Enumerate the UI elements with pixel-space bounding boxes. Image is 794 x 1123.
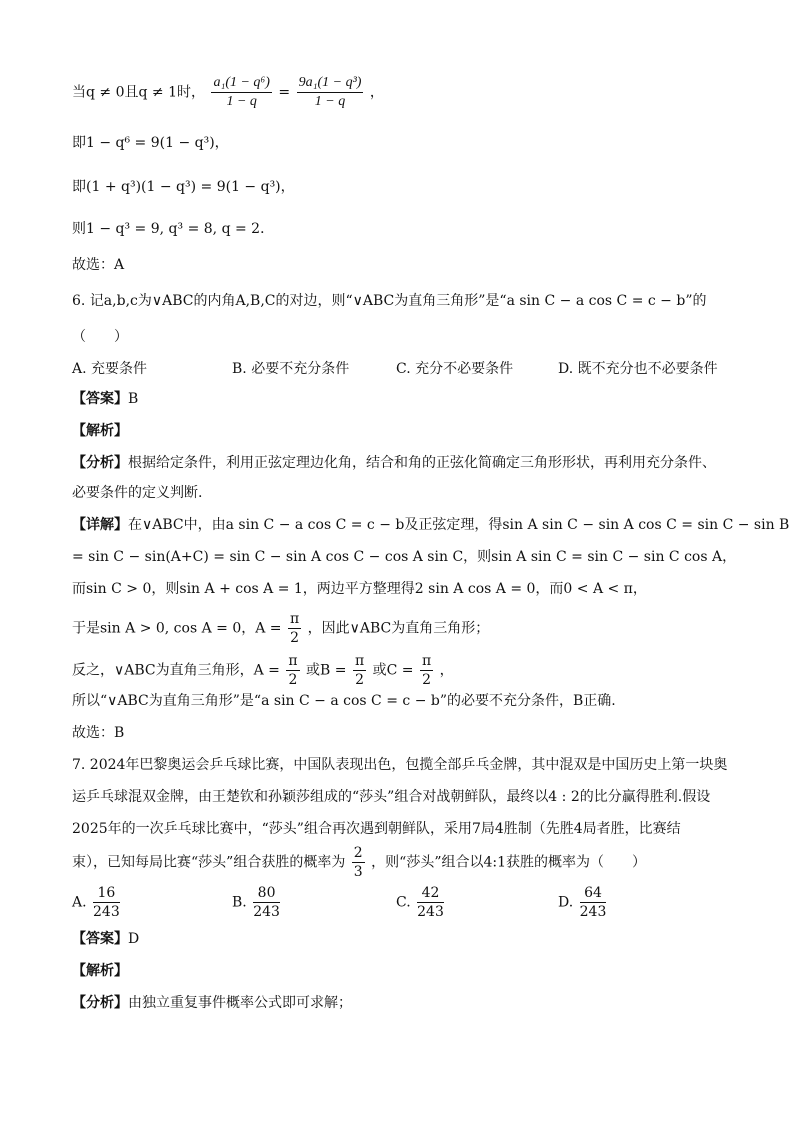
fraction-pi-over-2: $\frac{\pi}{2}$: [354, 653, 365, 688]
detail-line: = sin C − sin(A+C) = sin C − sin A cos C − cos A sin C，则sin A sin C = sin C − sin C cos A，: [72, 549, 737, 565]
analysis-label: 【解析】: [72, 423, 128, 439]
question-7-stem: 7. 2024年巴黎奥运会乒乓球比赛，中国队表现出色，包揽全部乒乓金牌，其中混双是中国历史上第一块奥: [72, 757, 728, 773]
analysis-line: 【分析】由独立重复事件概率公式即可求解；: [72, 995, 352, 1011]
answer-line: 【答案】B: [72, 391, 139, 407]
detail-line: 所以“∨ABC为直角三角形”是“a sin C − a cos C = c − b”的必要不充分条件，B正确.: [72, 693, 616, 709]
fraction-two-thirds: $\frac{2}{3}$: [353, 845, 363, 880]
condition-text: 当q ≠ 0且q ≠ 1时，: [72, 84, 205, 101]
option-b: B. 必要不充分条件: [232, 361, 350, 377]
question-7-stem: 束），已知每局比赛“莎头”组合获胜的概率为 $\frac{2}{3}$ ，则“莎头”组合以4:1获胜的概率为（ ）: [72, 845, 647, 880]
analysis-line: 必要条件的定义判断.: [72, 485, 203, 501]
option-d: D. 既不充分也不必要条件: [558, 361, 718, 377]
fraction-pi-over-2: $\frac{\pi}{2}$: [288, 653, 298, 688]
detail-line: 【详解】在∨ABC中，由a sin C − a cos C = c − b及正弦定理，得sin A sin C − sin A cos C = sin C − sin B: [72, 517, 790, 533]
detail-line: 而sin C > 0，则sin A + cos A = 1，两边平方整理得2 sin A cos A = 0，而0 < A < π，: [72, 581, 647, 597]
option-d: D. $\frac{64}{243}$: [558, 885, 607, 920]
fraction-right: $\frac{\text{9a₁(1 − q³)}}{1 - q}$: [298, 75, 362, 109]
option-a: A. $\frac{16}{243}$: [72, 885, 120, 920]
option-b: B. $\frac{80}{243}$: [232, 885, 280, 920]
option-c: C. $\frac{42}{243}$: [396, 885, 444, 920]
option-c: C. 充分不必要条件: [396, 361, 514, 377]
detail-line-5: 反之，∨ABC为直角三角形，A = $\frac{\pi}{2}$ 或B = $\frac{\pi}{2}$ 或C = $\frac{\pi}{2}$ ，: [72, 653, 454, 688]
fraction-left: $\frac{\text{a₁(1 − q⁶)}}{1 - q}$: [213, 75, 270, 109]
analysis-label: 【解析】: [72, 963, 128, 979]
fraction-pi-over-2: $\frac{\pi}{2}$: [289, 611, 300, 646]
answer-line: 故选：B: [72, 725, 125, 741]
fraction-pi-over-2: $\frac{\pi}{2}$: [421, 653, 432, 688]
answer-line: 【答案】D: [72, 931, 140, 947]
solution-line: 即1 − q⁶ = 9(1 − q³)，: [72, 135, 229, 151]
question-6-stem-tail: （ ）: [72, 329, 128, 345]
option-a: A. 充要条件: [72, 361, 148, 377]
solution-line: 则1 − q³ = 9, q³ = 8, q = 2．: [72, 221, 275, 237]
question-6-stem: 6. 记a,b,c为∨ABC的内角A,B,C的对边，则“∨ABC为直角三角形”是“a sin C − a cos C = c − b”的: [72, 293, 707, 309]
analysis-line: 【分析】根据给定条件，利用正弦定理边化角，结合和角的正弦化简确定三角形形状，再利用充分条件、: [72, 455, 716, 471]
solution-line-condition: 当q ≠ 0且q ≠ 1时， $\frac{\text{a₁(1 − q⁶)}}{1 - q}$ = $\frac{\text{9a₁(1 − q³)}}{1 - q}$ ，: [72, 75, 384, 109]
question-7-stem: 运乒乓球混双金牌，由王楚钦和孙颖莎组成的“莎头”组合对战朝鲜队，最终以4 : 2的比分赢得胜利.假设: [72, 789, 711, 805]
solution-line: 即(1 + q³)(1 − q³) = 9(1 − q³)，: [72, 179, 295, 195]
question-7-stem: 2025年的一次乒乓球比赛中，“莎头”组合再次遇到朝鲜队，采用7局4胜制（先胜4局者胜，比赛结: [72, 821, 681, 837]
detail-line-4: 于是sin A > 0, cos A = 0，A = $\frac{\pi}{2}$ ，因此∨ABC为直角三角形；: [72, 611, 490, 646]
answer-line: 故选：A: [72, 257, 125, 273]
